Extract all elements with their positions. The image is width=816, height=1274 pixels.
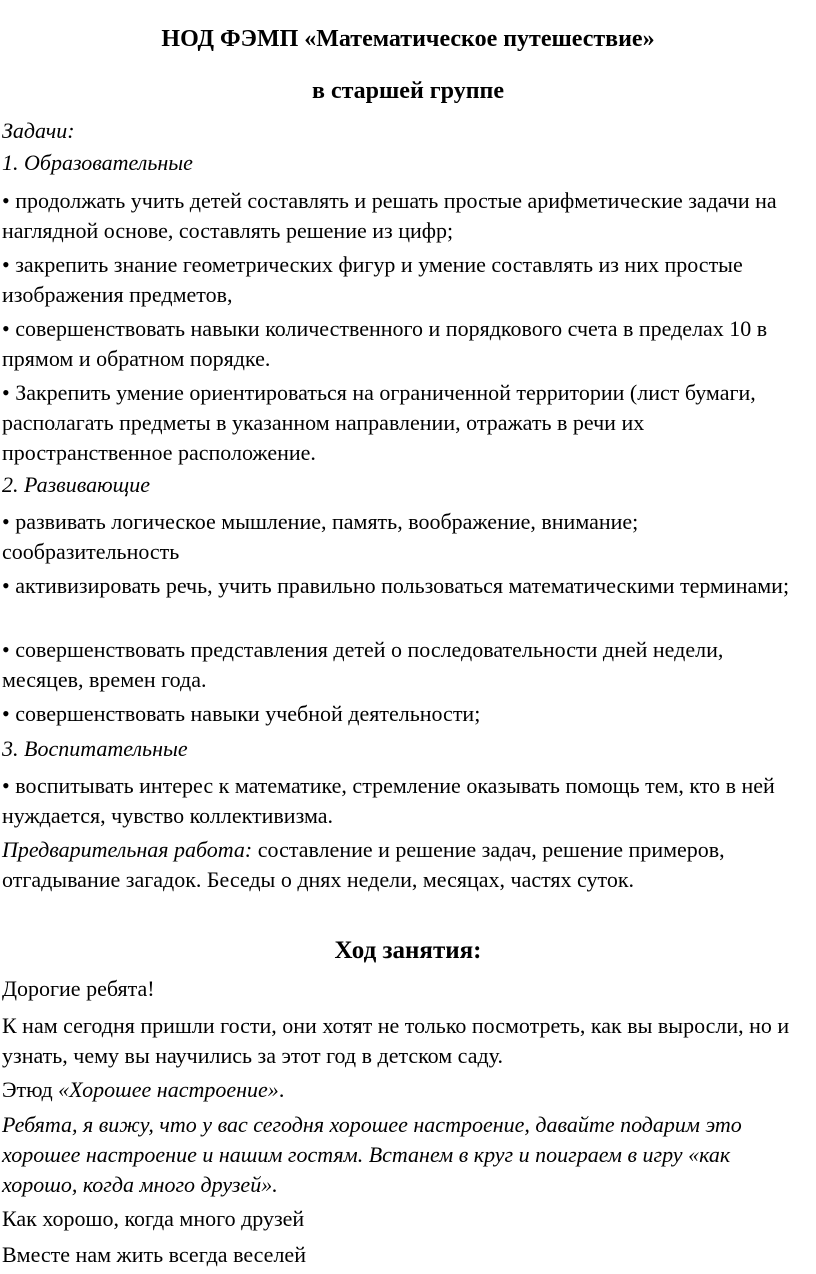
preliminary-work	[2, 835, 810, 895]
etude-suffix: .	[278, 1077, 285, 1102]
poem-line: Вместе нам жить всегда веселей	[2, 1242, 306, 1267]
educational-heading: 1. Образовательные	[2, 150, 193, 175]
preliminary-work-text: составление и решение задач, решение примеров, отгадывание загадок. Беседы о днях недели, месяцах, частях суток.	[2, 837, 725, 892]
etude-name: «Хорошее настроение»	[58, 1077, 279, 1102]
educational-item: • продолжать учить детей составлять и решать простые арифметические задачи на наглядной основе, составлять решение из цифр;	[2, 188, 777, 243]
developing-item: • активизировать речь, учить правильно пользоваться математическими терминами;	[2, 573, 790, 598]
lesson-heading: Ход занятия:	[334, 937, 482, 964]
developing-item: • совершенствовать представления детей о последовательности дней недели, месяцев, времен года.	[2, 637, 724, 692]
tasks-label: Задачи:	[2, 118, 75, 143]
document-title: НОД ФЭМП «Математическое путешествие»	[161, 26, 655, 52]
upbringing-heading: 3. Воспитательные	[2, 736, 188, 761]
intro-paragraph: К нам сегодня пришли гости, они хотят не только посмотреть, как вы выросли, но и узнать, чему вы научились за этот год в детском саду.	[2, 1013, 790, 1068]
educational-item: • закрепить знание геометрических фигур и умение составлять из них простые изображения предметов,	[2, 252, 743, 307]
etude-prefix: Этюд	[2, 1077, 59, 1102]
invitation-paragraph: Ребята, я вижу, что у вас сегодня хорошее настроение, давайте подарим это хорошее настроение и нашим гостям. Встанем в круг и поиграем в игру «как хорошо, когда много друзей».	[2, 1112, 742, 1197]
etude-line	[2, 1075, 810, 1105]
developing-heading: 2. Развивающие	[2, 472, 151, 497]
developing-item: • совершенствовать навыки учебной деятельности;	[2, 701, 481, 726]
poem-line: Как хорошо, когда много друзей	[2, 1206, 305, 1231]
document-subtitle: в старшей группе	[311, 78, 505, 104]
upbringing-item: • воспитывать интерес к математике, стремление оказывать помощь тем, кто в ней нуждается, чувство коллективизма.	[2, 773, 775, 828]
preliminary-work-label: Предварительная работа:	[2, 837, 253, 862]
educational-item: • Закрепить умение ориентироваться на ограниченной территории (лист бумаги, располагать предметы в указанном направлении, отражать в речи их пространственное расположение.	[2, 380, 756, 465]
greeting: Дорогие ребята!	[2, 976, 155, 1001]
educational-item: • совершенствовать навыки количественного и порядкового счета в пределах 10 в прямом и обратном порядке.	[2, 316, 768, 371]
developing-item: • развивать логическое мышление, память, воображение, внимание; сообразительность	[2, 509, 639, 564]
